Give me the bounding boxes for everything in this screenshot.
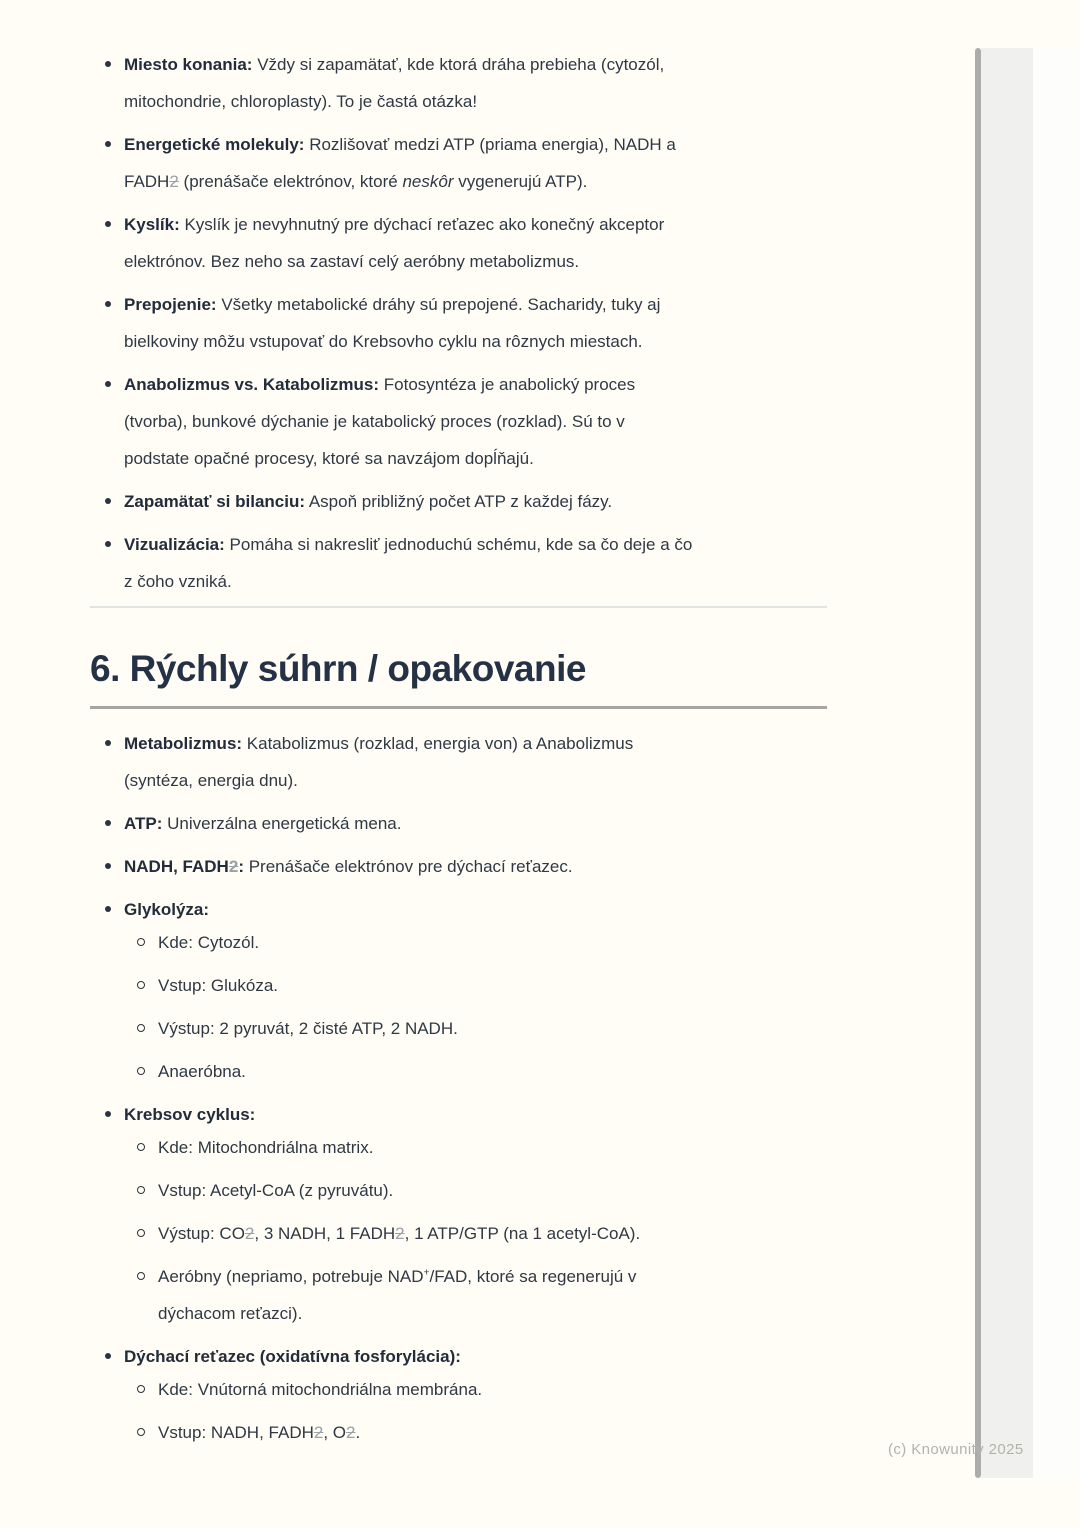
page-content (90, 46, 827, 1457)
sub-list-item: Kde: Vnútorná mitochondriálna membrána. (124, 1371, 827, 1408)
sub-list-item: Kde: Mitochondriálna matrix. (124, 1129, 827, 1166)
sub-list-item: Výstup: 2 pyruvát, 2 čisté ATP, 2 NADH. (124, 1010, 827, 1047)
sub-list-item: Kde: Cytozól. (124, 924, 827, 961)
sub-list (124, 924, 827, 1090)
sub-list-item: Vstup: Glukóza. (124, 967, 827, 1004)
scrollbar-thumb[interactable] (975, 48, 981, 1478)
sub-list (124, 1129, 827, 1332)
list-item: Metabolizmus: Katabolizmus (rozklad, energia von) a Anabolizmus (syntéza, energia dnu). (90, 725, 827, 799)
list-item: Miesto konania: Vždy si zapamätať, kde ktorá dráha prebieha (cytozól, mitochondrie, chloroplasty). To je častá otázka! (90, 46, 827, 120)
list-item: ATP: Univerzálna energetická mena. (90, 805, 827, 842)
scrollbar-track[interactable] (981, 48, 1033, 1478)
list-item: Glykolýza: Kde: Cytozól. Vstup: Glukóza. Výstup: 2 pyruvát, 2 čisté ATP, 2 NADH. Anaeróbna. (90, 891, 827, 1090)
key-points-list (90, 46, 827, 600)
list-item: Krebsov cyklus: Kde: Mitochondriálna matrix. Vstup: Acetyl-CoA (z pyruvátu). Výstup: CO2, 3 NADH, 1 FADH2, 1 ATP/GTP (na 1 acetyl-CoA). Aeróbny (nepriamo, potrebuje NAD+/FAD, ktoré sa regenerujú v dýchacom reťazci). (90, 1096, 827, 1332)
list-item: Vizualizácia: Pomáha si nakresliť jednoduchú schému, kde sa čo deje a čo z čoho vzniká. (90, 526, 827, 600)
list-item: Kyslík: Kyslík je nevyhnutný pre dýchací reťazec ako konečný akceptor elektrónov. Bez neho sa zastaví celý aeróbny metabolizmus. (90, 206, 827, 280)
section-divider (90, 606, 827, 608)
sub-list-item: Výstup: CO2, 3 NADH, 1 FADH2, 1 ATP/GTP (na 1 acetyl-CoA). (124, 1215, 827, 1252)
section-heading: 6. Rýchly súhrn / opakovanie (90, 648, 827, 709)
list-item: Zapamätať si bilanciu: Aspoň približný počet ATP z každej fázy. (90, 483, 827, 520)
sub-list (124, 1371, 827, 1451)
list-item: Anabolizmus vs. Katabolizmus: Fotosyntéza je anabolický proces (tvorba), bunkové dýchanie je katabolický proces (rozklad). Sú to v podstate opačné procesy, ktoré sa navzájom dopĺňajú. (90, 366, 827, 477)
list-item: Prepojenie: Všetky metabolické dráhy sú prepojené. Sacharidy, tuky aj bielkoviny môžu vstupovať do Krebsovho cyklu na rôznych miestach. (90, 286, 827, 360)
list-item: NADH, FADH2: Prenášače elektrónov pre dýchací reťazec. (90, 848, 827, 885)
sub-list-item: Vstup: NADH, FADH2, O2. (124, 1414, 827, 1451)
watermark: (c) Knowunity 2025 (888, 1441, 1024, 1458)
list-item: Dýchací reťazec (oxidatívna fosforylácia): Kde: Vnútorná mitochondriálna membrána. Vstup: NADH, FADH2, O2. (90, 1338, 827, 1451)
summary-list (90, 725, 827, 1451)
viewer-right-gutter (1033, 48, 1080, 1478)
sub-list-item: Aeróbny (nepriamo, potrebuje NAD+/FAD, ktoré sa regenerujú v dýchacom reťazci). (124, 1258, 827, 1332)
sub-list-item: Vstup: Acetyl-CoA (z pyruvátu). (124, 1172, 827, 1209)
sub-list-item: Anaeróbna. (124, 1053, 827, 1090)
list-item: Energetické molekuly: Rozlišovať medzi ATP (priama energia), NADH a FADH2 (prenášače elektrónov, ktoré neskôr vygenerujú ATP). (90, 126, 827, 200)
